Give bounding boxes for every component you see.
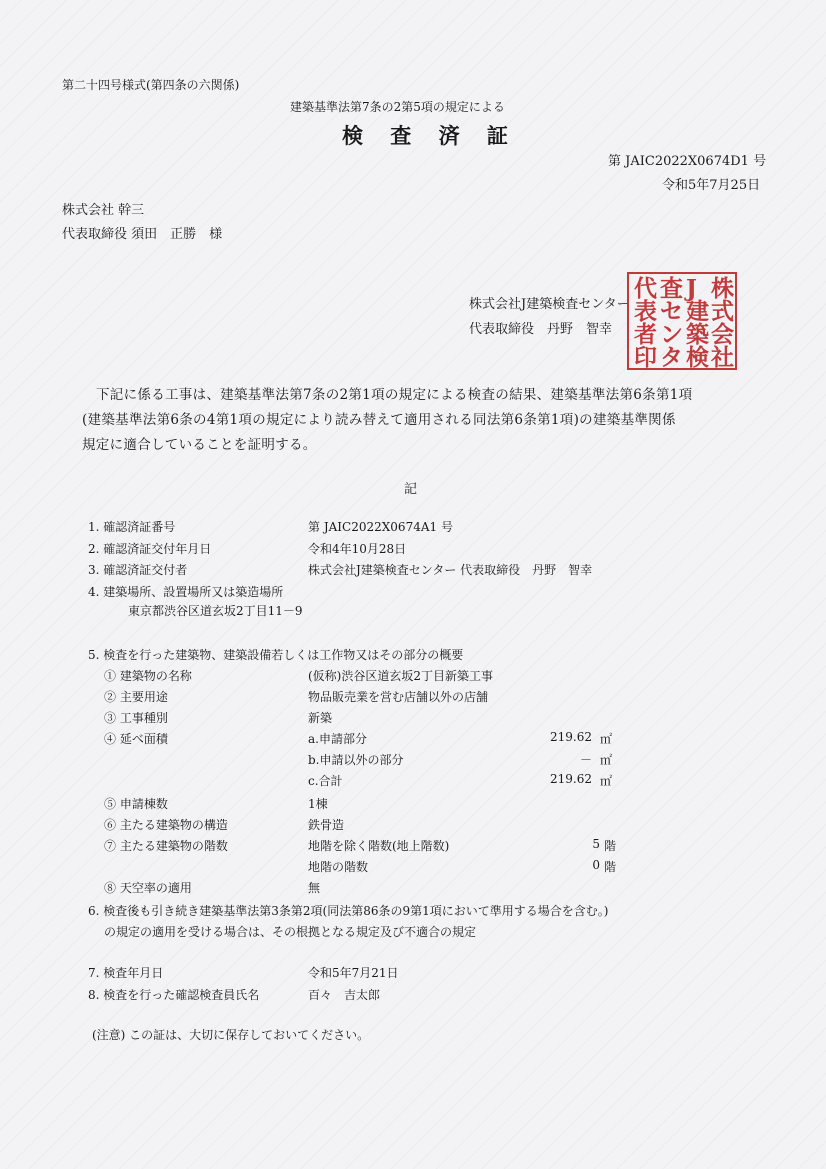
- ki-heading: 記: [404, 482, 418, 497]
- area-a-value: 219.62: [550, 730, 592, 744]
- statement-line-2: (建築基準法第6条の4第1項の規定により読み替えて適用される同法第6条第1項)の建築基準関係: [82, 412, 676, 428]
- item-5-count-label: ⑤ 申請棟数: [104, 797, 168, 811]
- item-5-floors-label: ⑦ 主たる建築物の階数: [104, 839, 228, 853]
- item-5-kind-value: 新築: [308, 711, 333, 725]
- item-4-label: 4. 建築場所、設置場所又は築造場所: [88, 585, 284, 599]
- floors-above-label: 地階を除く階数(地上階数): [308, 839, 450, 853]
- item-6-line-1: 6. 検査後も引き続き建築基準法第3条第2項(同法第86条の9第1項において準用する場合を含む。): [88, 904, 609, 918]
- item-7-label: 7. 検査年月日: [88, 966, 164, 980]
- certificate-number: 第 JAIC2022X0674D1 号: [608, 154, 767, 169]
- item-6-line-2: の規定の適用を受ける場合は、その根拠となる規定及び不適合の規定: [104, 925, 477, 939]
- item-5-use-label: ② 主要用途: [104, 690, 168, 704]
- item-3-label: 3. 確認済証交付者: [88, 563, 188, 577]
- floors-below-label: 地階の階数: [308, 860, 369, 874]
- legal-basis: 建築基準法第7条の2第5項の規定による: [290, 100, 505, 114]
- document-title: 検 査 済 証: [342, 123, 518, 148]
- area-b-label: b.申請以外の部分: [308, 753, 404, 767]
- floors-above-unit: 階: [604, 839, 617, 853]
- item-3-value: 株式会社J建築検査センター 代表取締役 丹野 智幸: [308, 563, 593, 577]
- item-5-sky-value: 無: [308, 881, 321, 895]
- floors-above-value: 5: [592, 837, 600, 851]
- official-seal: 株 式 会 社 J 建 築 検 査 セ ン タ 代 表 者 印: [627, 272, 737, 370]
- item-5-structure-label: ⑥ 主たる建築物の構造: [104, 818, 228, 832]
- item-2-label: 2. 確認済証交付年月日: [88, 542, 212, 556]
- item-5-kind-label: ③ 工事種別: [104, 711, 168, 725]
- issue-date: 令和5年7月25日: [662, 178, 761, 193]
- item-5-area-label: ④ 延べ面積: [104, 732, 168, 746]
- item-5-use-value: 物品販売業を営む店舗以外の店舗: [308, 690, 489, 704]
- storage-note: (注意) この証は、大切に保存しておいてください。: [92, 1028, 370, 1042]
- item-5-name-label: ① 建築物の名称: [104, 669, 192, 683]
- issuer-company: 株式会社J建築検査センター: [469, 297, 630, 312]
- item-1-value: 第 JAIC2022X0674A1 号: [308, 520, 453, 534]
- item-8-label: 8. 検査を行った確認検査員氏名: [88, 988, 260, 1002]
- item-2-value: 令和4年10月28日: [308, 542, 407, 556]
- floors-below-unit: 階: [604, 860, 617, 874]
- item-1-label: 1. 確認済証番号: [88, 520, 176, 534]
- item-5-label: 5. 検査を行った建築物、建築設備若しくは工作物又はその部分の概要: [88, 648, 464, 662]
- item-7-value: 令和5年7月21日: [308, 966, 399, 980]
- issuer-representative: 代表取締役 丹野 智幸: [469, 322, 613, 337]
- area-b-unit: ㎡: [600, 753, 613, 767]
- area-a-label: a.申請部分: [308, 732, 367, 746]
- area-c-unit: ㎡: [600, 774, 613, 788]
- item-4-value: 東京都渋谷区道玄坂2丁目11－9: [128, 604, 303, 618]
- item-5-name-value: (仮称)渋谷区道玄坂2丁目新築工事: [308, 669, 493, 683]
- statement-line-1: 下記に係る工事は、建築基準法第7条の2第1項の規定による検査の結果、建築基準法第6条第1項: [96, 387, 693, 403]
- recipient-company: 株式会社 幹三: [62, 203, 145, 218]
- area-b-value: －: [579, 753, 592, 767]
- recipient-representative: 代表取締役 須田 正勝 様: [62, 227, 223, 242]
- area-c-value: 219.62: [550, 772, 592, 786]
- area-a-unit: ㎡: [600, 732, 613, 746]
- item-5-structure-value: 鉄骨造: [308, 818, 345, 832]
- form-number: 第二十四号様式(第四条の六関係): [62, 78, 240, 92]
- area-c-label: c.合計: [308, 774, 343, 788]
- item-5-count-value: 1棟: [308, 797, 328, 811]
- item-5-sky-label: ⑧ 天空率の適用: [104, 881, 192, 895]
- item-8-value: 百々 吉太郎: [308, 988, 381, 1002]
- floors-below-value: 0: [592, 858, 600, 872]
- statement-line-3: 規定に適合していることを証明する。: [82, 437, 317, 453]
